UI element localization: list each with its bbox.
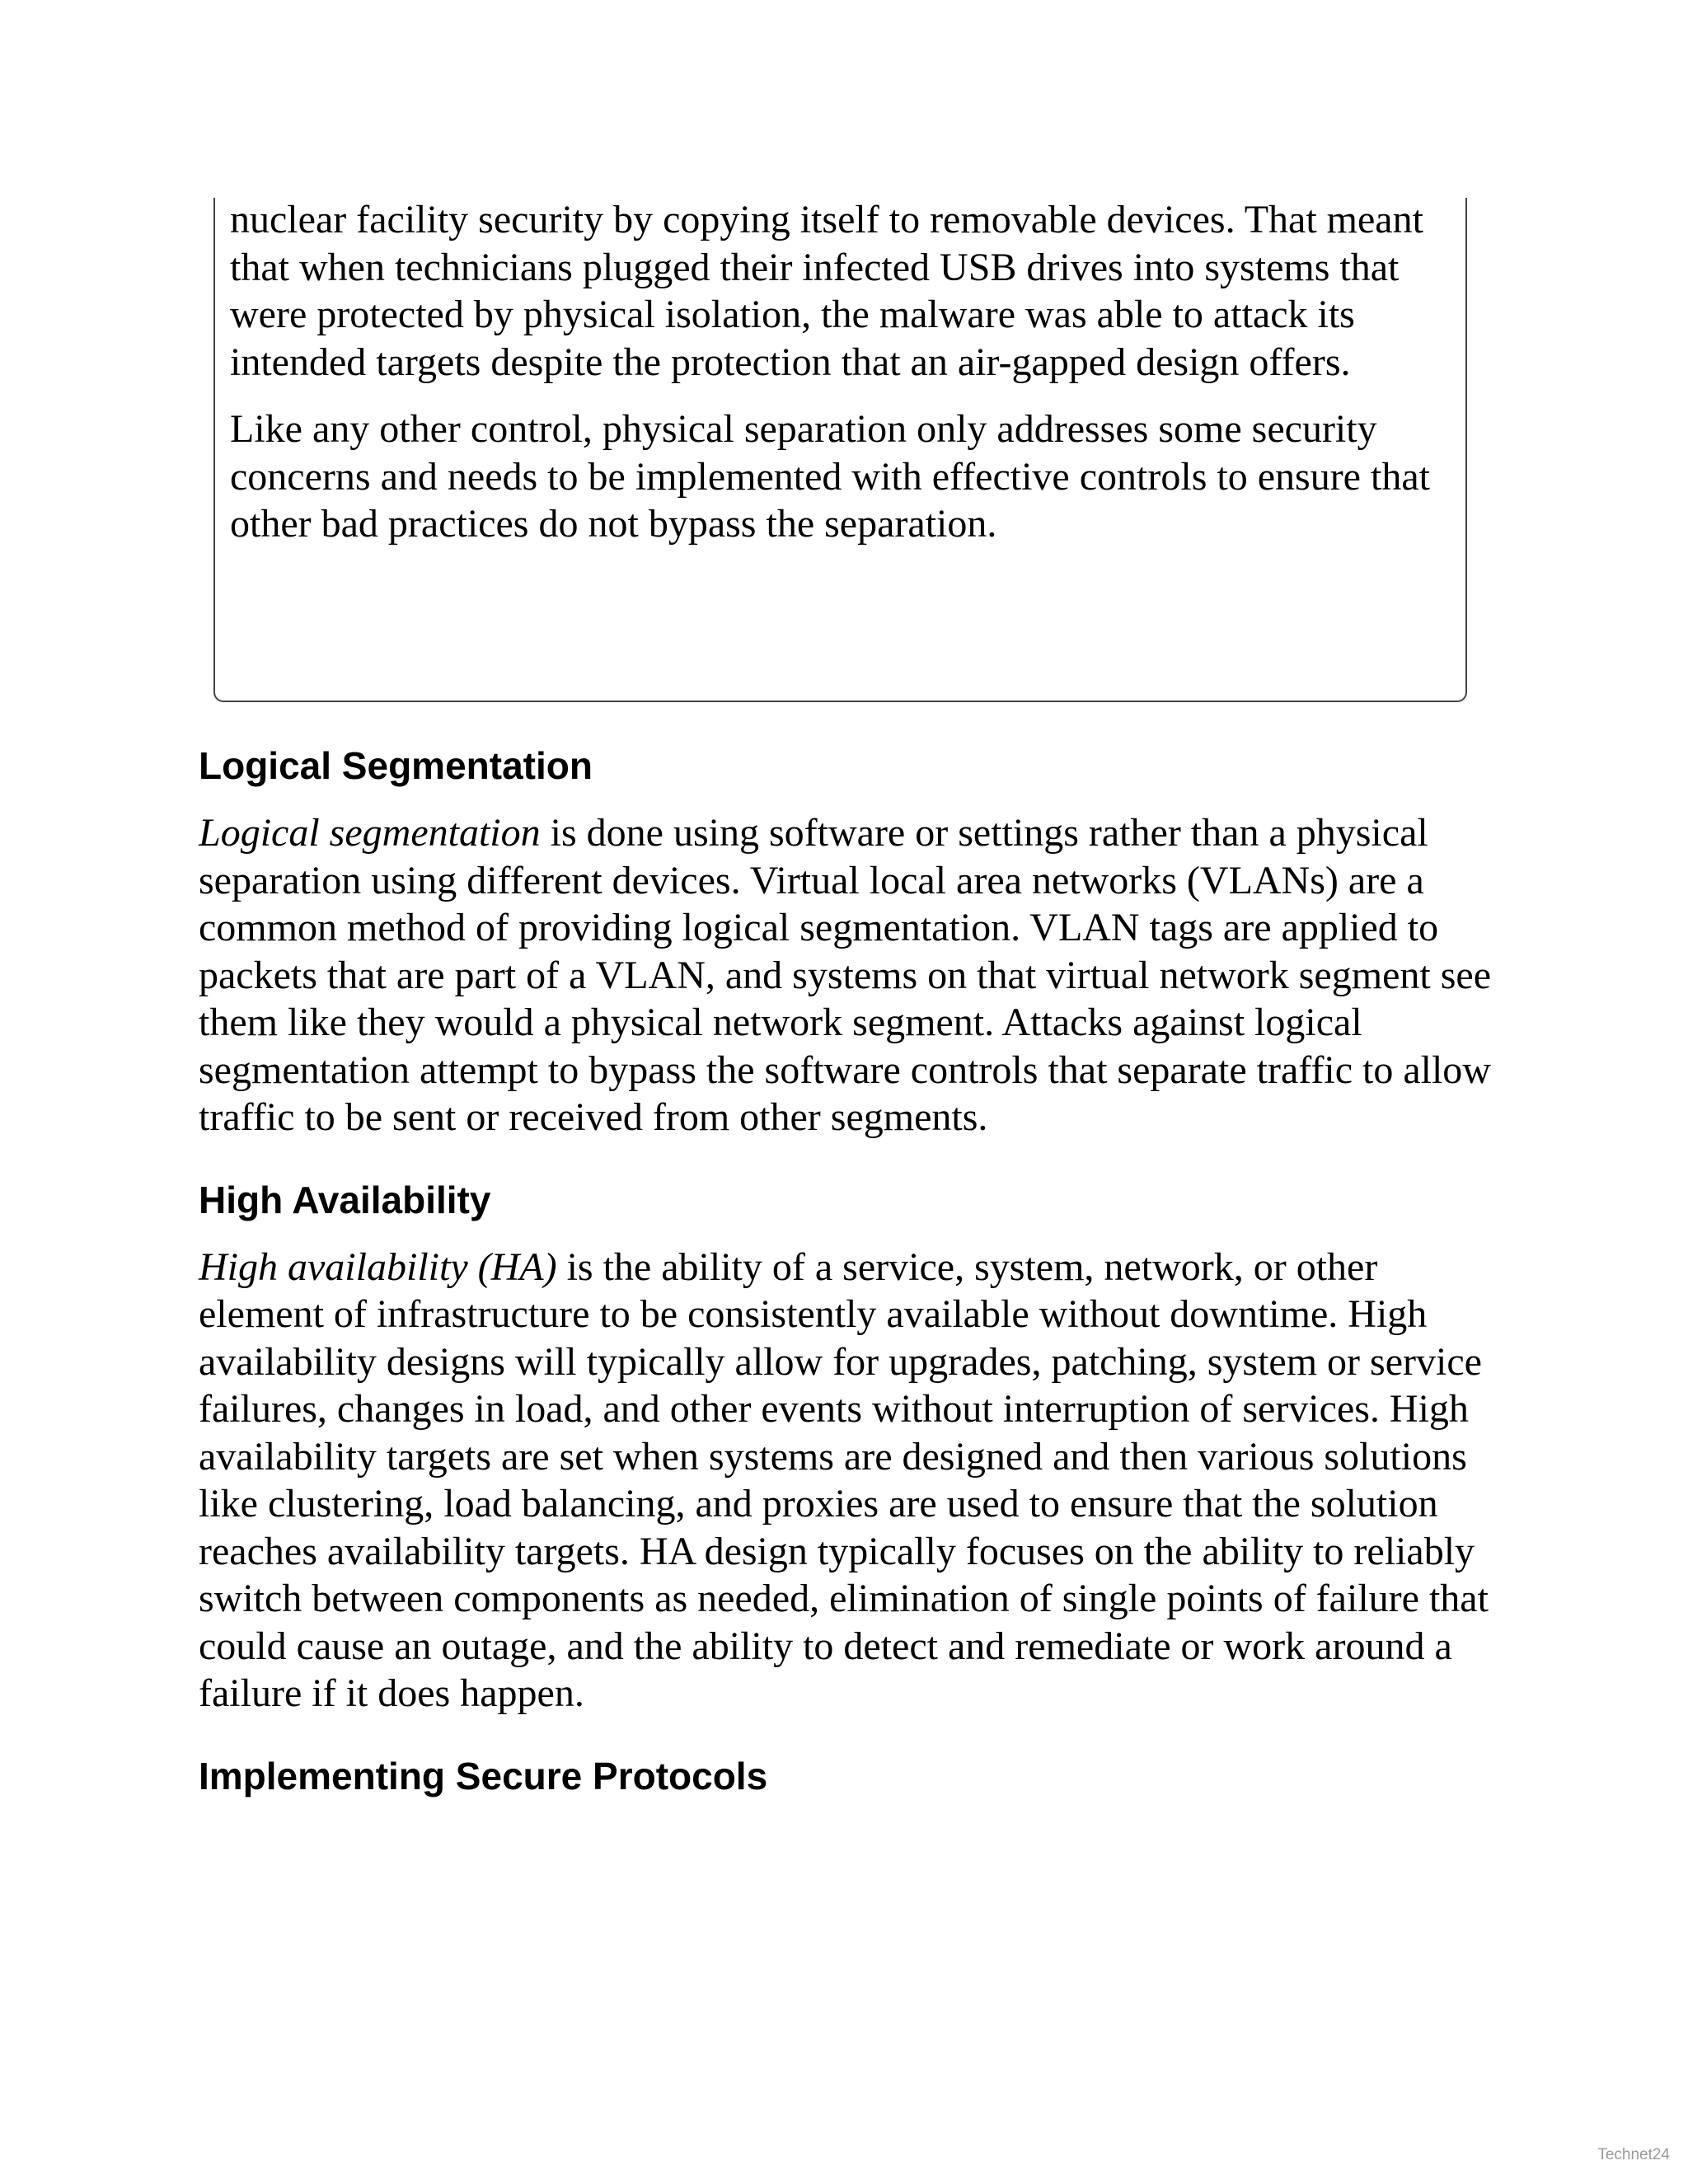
heading-implementing-secure-protocols: Implementing Secure Protocols (199, 1754, 768, 1797)
sidebar-box (230, 196, 1433, 548)
paragraph-high-availability (199, 1244, 1501, 1718)
main-content (199, 742, 1501, 1800)
term-high-availability: High availability (HA) (199, 1244, 557, 1289)
paragraph-logical-segmentation (199, 809, 1501, 1141)
watermark: Technet24 (1597, 2146, 1670, 2163)
heading-high-availability: High Availability (199, 1178, 491, 1221)
sidebar-paragraph-1: nuclear facility security by copying itself to removable devices. That meant that when technicians plugged their infected USB drives into systems that were protected by physical isolation, the malware was able to attack its intended targets despite the protection that an air-gapped design offers. (230, 198, 1423, 384)
text-high-availability: is the ability of a service, system, network, or other element of infrastructure to be consistently available without downtime. High availability designs will typically allow for upgrades, patching, system or service failures, changes in load, and other events without interruption of services. High availability targets are set when systems are designed and then various solutions like clustering, load balancing, and proxies are used to ensure that the solution reaches availability targets. HA design typically focuses on the ability to reliably switch between components as needed, elimination of single points of failure that could cause an outage, and the ability to detect and remediate or work around a failure if it does happen. (199, 1244, 1489, 1715)
text-logical-segmentation: is done using software or settings rather than a physical separation using different devices. Virtual local area networks (VLANs) are a common method of providing logical segmentation. VLAN tags are applied to packets that are part of a VLAN, and systems on that virtual network segment see them like they would a physical network segment. Attacks against logical segmentation attempt to bypass the software controls that separate traffic to allow traffic to be sent or received from other segments. (199, 811, 1491, 1139)
term-logical-segmentation: Logical segmentation (199, 811, 541, 855)
heading-logical-segmentation: Logical Segmentation (199, 744, 593, 787)
sidebar-paragraph-2: Like any other control, physical separation only addresses some security concerns and needs to be implemented with effective controls to ensure that other bad practices do not bypass the separation. (230, 407, 1430, 546)
